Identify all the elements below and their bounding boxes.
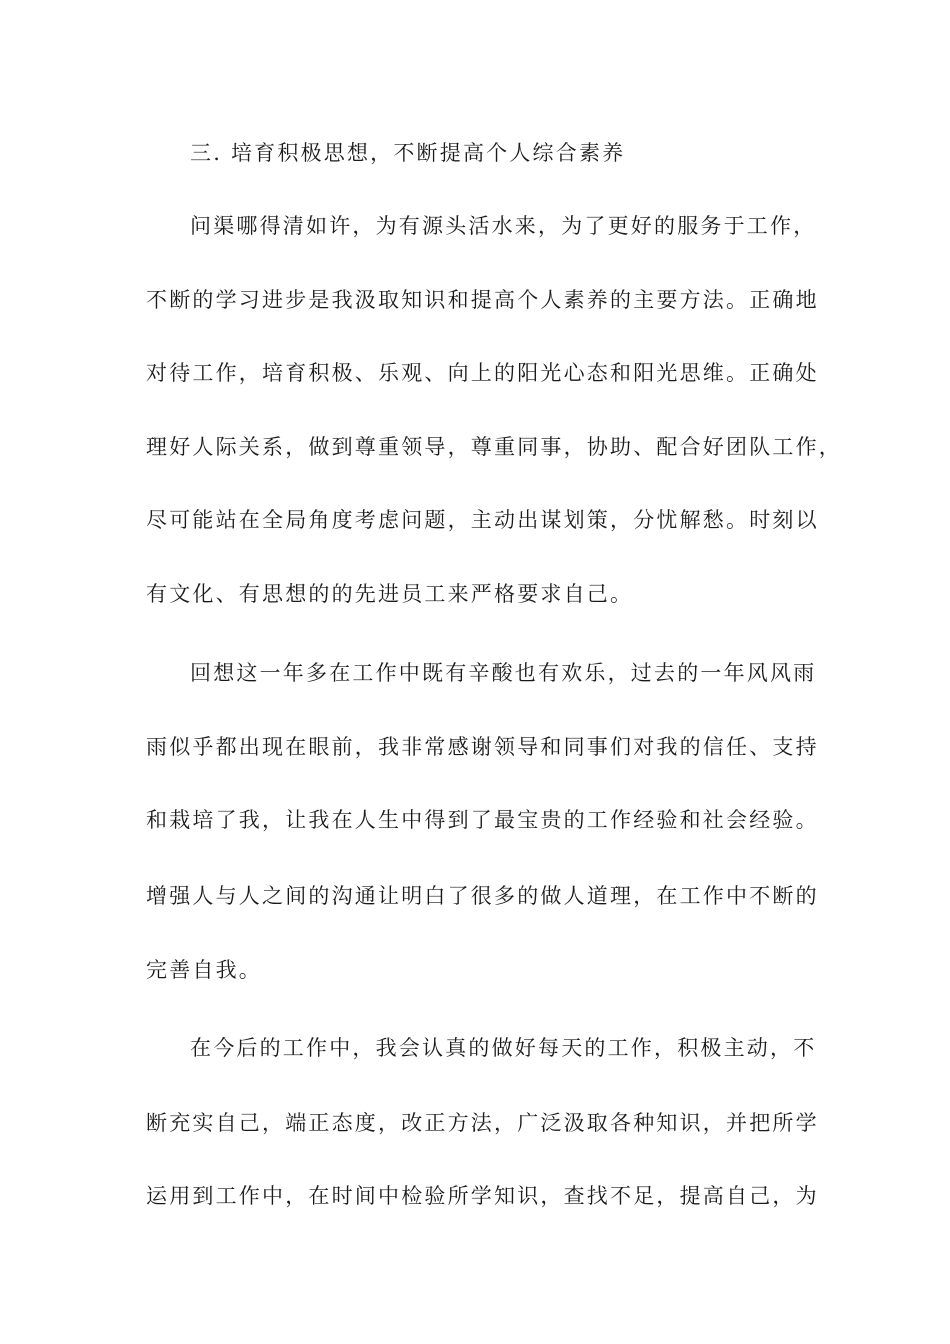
paragraph-line: 完善自我。: [146, 958, 262, 982]
paragraph-line: 运用到工作中，在时间中检验所学知识，查找不足，提高自己，为: [146, 1184, 819, 1208]
paragraph-line: 有文化、有思想的的先进员工来严格要求自己。: [146, 582, 634, 606]
paragraph-line: 和栽培了我，让我在人生中得到了最宝贵的工作经验和社会经验。: [146, 808, 819, 832]
paragraph-line: 理好人际关系，做到尊重领导，尊重同事，协助、配合好团队工作，: [146, 435, 842, 459]
paragraph-line: 问渠哪得清如许，为有源头活水来，为了更好的服务于工作，: [190, 214, 817, 238]
paragraph-line: 断充实自己，端正态度，改正方法，广泛汲取各种知识，并把所学: [146, 1111, 819, 1135]
paragraph-line: 不断的学习进步是我汲取知识和提高个人素养的主要方法。正确地: [146, 288, 819, 312]
paragraph-line: 尽可能站在全局角度考虑问题，主动出谋划策，分忧解愁。时刻以: [146, 508, 819, 532]
paragraph-line: 回想这一年多在工作中既有辛酸也有欢乐，过去的一年风风雨: [190, 661, 817, 685]
paragraph-line: 对待工作，培育积极、乐观、向上的阳光心态和阳光思维。正确处: [146, 361, 819, 385]
paragraph-line: 在今后的工作中，我会认真的做好每天的工作，积极主动，不: [190, 1036, 817, 1060]
paragraph-line: 雨似乎都出现在眼前，我非常感谢领导和同事们对我的信任、支持: [146, 735, 819, 759]
section-heading: 三. 培育积极思想，不断提高个人综合素养: [190, 141, 626, 165]
paragraph-line: 增强人与人之间的沟通让明白了很多的做人道理，在工作中不断的: [146, 884, 819, 908]
